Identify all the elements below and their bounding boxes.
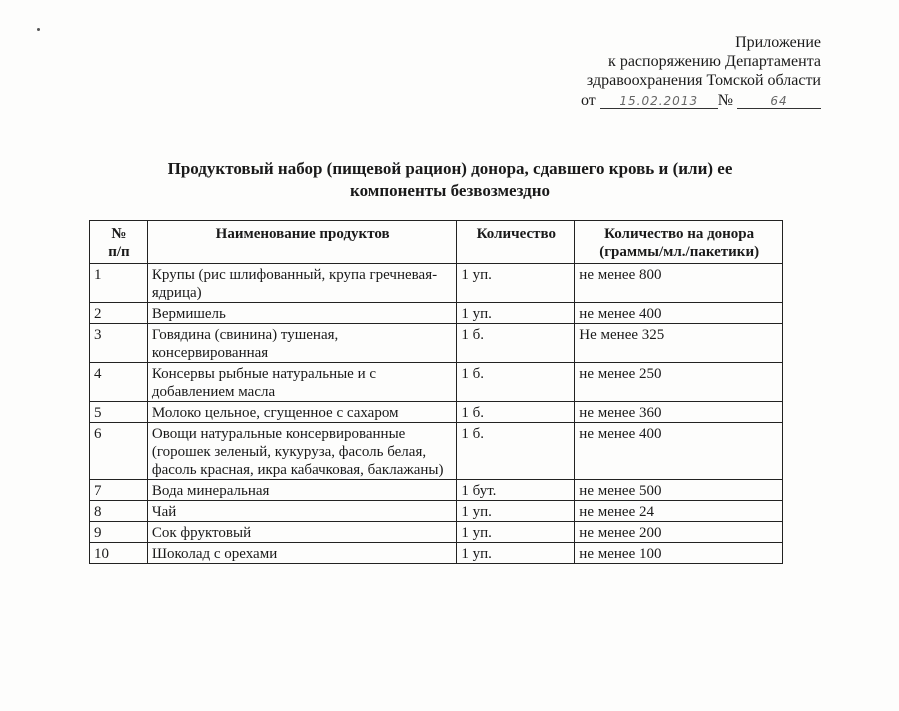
order-reference: к распоряжению Департамента <box>608 53 821 70</box>
row-donor-amount: не менее 500 <box>575 480 783 501</box>
department-name: здравоохранения Томской области <box>586 72 821 89</box>
row-product-name: Вода минеральная <box>147 480 457 501</box>
row-product-name: Консервы рыбные натуральные и с добавлением масла <box>147 363 457 402</box>
header-donor-quantity <box>575 221 783 264</box>
row-num: 2 <box>90 303 148 324</box>
row-quantity: 1 б. <box>457 423 575 480</box>
row-donor-amount: не менее 24 <box>575 501 783 522</box>
table-header-row <box>90 221 783 264</box>
table-row <box>90 543 783 564</box>
row-quantity: 1 уп. <box>457 543 575 564</box>
table-row <box>90 480 783 501</box>
header-num-line-2: п/п <box>108 244 130 260</box>
row-donor-amount: не менее 100 <box>575 543 783 564</box>
appendix-header <box>481 33 821 110</box>
row-donor-amount: не менее 400 <box>575 423 783 480</box>
row-num: 8 <box>90 501 148 522</box>
row-quantity: 1 бут. <box>457 480 575 501</box>
row-quantity: 1 б. <box>457 363 575 402</box>
scan-speck <box>37 28 40 31</box>
header-quantity: Количество <box>457 221 575 264</box>
row-num: 3 <box>90 324 148 363</box>
document-title <box>90 158 810 202</box>
row-quantity: 1 уп. <box>457 501 575 522</box>
table-row <box>90 402 783 423</box>
products-table <box>89 220 783 564</box>
table-row <box>90 324 783 363</box>
row-product-name: Сок фруктовый <box>147 522 457 543</box>
row-quantity: 1 б. <box>457 402 575 423</box>
table-row <box>90 303 783 324</box>
row-quantity: 1 уп. <box>457 303 575 324</box>
title-line-1: Продуктовый набор (пищевой рацион) донора, сдавшего кровь и (или) ее <box>167 159 733 178</box>
table-row <box>90 423 783 480</box>
row-donor-amount: не менее 250 <box>575 363 783 402</box>
row-product-name: Вермишель <box>147 303 457 324</box>
row-quantity: 1 уп. <box>457 522 575 543</box>
row-num: 7 <box>90 480 148 501</box>
title-line-2: компоненты безвозмездно <box>350 181 550 200</box>
row-donor-amount: не менее 800 <box>575 264 783 303</box>
row-donor-amount: не менее 200 <box>575 522 783 543</box>
header-num-line-1: № <box>111 226 127 242</box>
handwritten-number: 64 <box>737 94 821 109</box>
table-row <box>90 264 783 303</box>
handwritten-date: 15.02.2013 <box>600 94 718 109</box>
row-num: 5 <box>90 402 148 423</box>
row-num: 6 <box>90 423 148 480</box>
row-num: 4 <box>90 363 148 402</box>
row-donor-amount: не менее 360 <box>575 402 783 423</box>
header-num <box>90 221 148 264</box>
table-row <box>90 522 783 543</box>
date-number-line <box>481 91 821 110</box>
row-product-name: Крупы (рис шлифованный, крупа гречневая-ядрица) <box>147 264 457 303</box>
row-product-name: Шоколад с орехами <box>147 543 457 564</box>
table-row <box>90 363 783 402</box>
row-num: 1 <box>90 264 148 303</box>
row-product-name: Чай <box>147 501 457 522</box>
row-product-name: Овощи натуральные консервированные (горошек зеленый, кукуруза, фасоль белая, фасоль красная, икра кабачковая, баклажаны) <box>147 423 457 480</box>
row-num: 9 <box>90 522 148 543</box>
appendix-label: Приложение <box>735 34 821 51</box>
row-donor-amount: не менее 400 <box>575 303 783 324</box>
table-row <box>90 501 783 522</box>
row-product-name: Молоко цельное, сгущенное с сахаром <box>147 402 457 423</box>
row-product-name: Говядина (свинина) тушеная, консервированная <box>147 324 457 363</box>
row-quantity: 1 уп. <box>457 264 575 303</box>
date-prefix: от <box>580 92 596 109</box>
row-quantity: 1 б. <box>457 324 575 363</box>
header-donor-line-2: (граммы/мл./пакетики) <box>599 244 760 260</box>
row-donor-amount: Не менее 325 <box>575 324 783 363</box>
header-name: Наименование продуктов <box>147 221 457 264</box>
number-prefix: № <box>717 92 733 109</box>
header-donor-line-1: Количество на донора <box>604 226 755 242</box>
row-num: 10 <box>90 543 148 564</box>
